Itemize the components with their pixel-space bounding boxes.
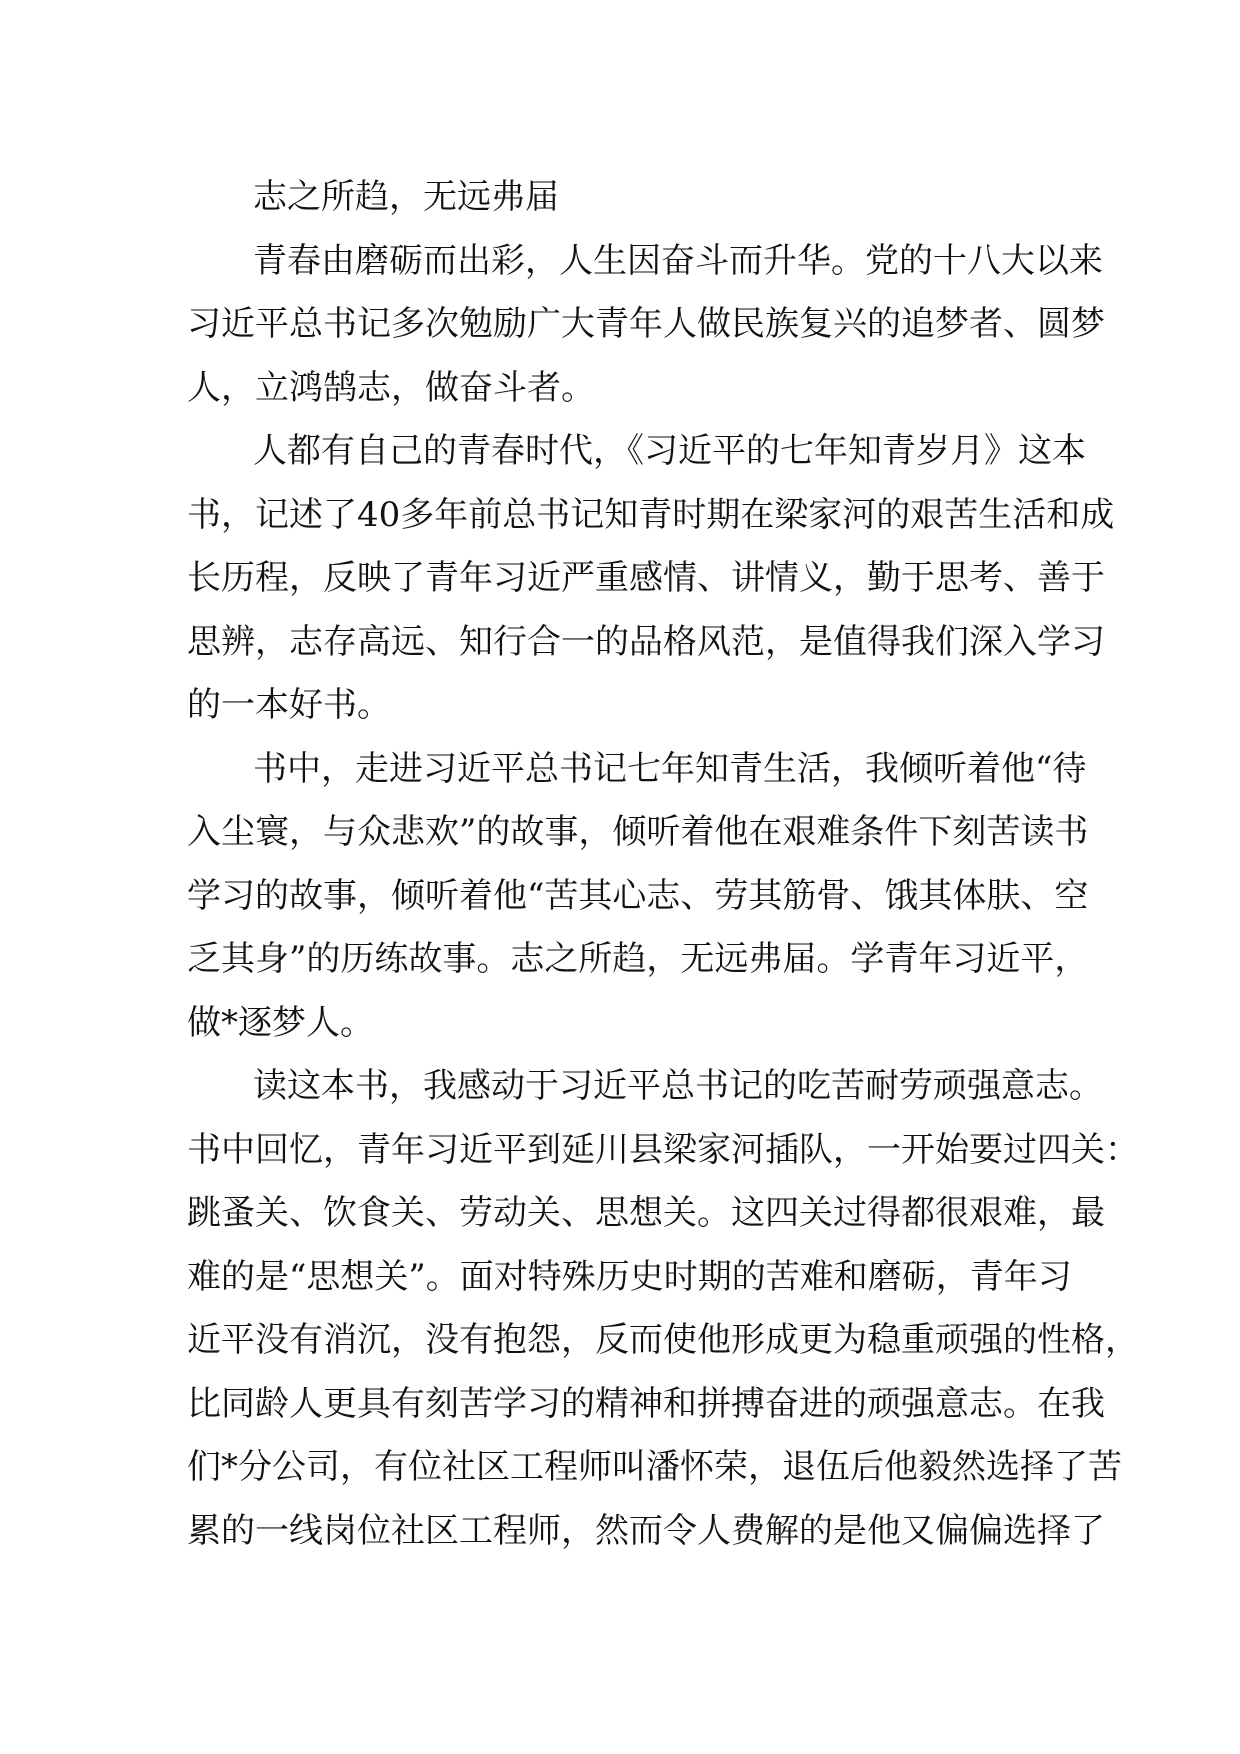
text-line: 书中回忆，青年习近平到延川县梁家河插队，一开始要过四关： [187,1129,1139,1170]
text-line: 近平没有消沉，没有抱怨，反而使他形成更为稳重顽强的性格， [187,1320,1139,1360]
text-line: 习近平总书记多次勉励广大青年人做民族复兴的追梦者、圆梦 [187,304,1105,344]
text-line: 志之所趋，无远弗届 [253,177,559,217]
text-line: 跳蚤关、饮食关、劳动关、思想关。这四关过得都很艰难，最 [187,1193,1105,1233]
text-line: 人都有自己的青春时代，《习近平的七年知青岁月》这本 [253,431,1086,471]
text-line: 们*分公司，有位社区工程师叫潘怀荣，退伍后他毅然选择了苦 [187,1447,1122,1487]
document-body [187,166,1139,1563]
text-line: 书中，走进习近平总书记七年知青生活，我倾听着他“待 [253,748,1087,789]
text-line: 的一本好书。 [187,685,391,725]
text-line: 思辨，志存高远、知行合一的品格风范，是值得我们深入学习 [187,621,1105,662]
text-line: 青春由磨砺而出彩，人生因奋斗而升华。党的十八大以来 [253,240,1103,281]
text-line: 学习的故事，倾听着他“苦其心志、劳其筋骨、饿其体肤、空 [187,875,1089,916]
text-line: 比同龄人更具有刻苦学习的精神和拼搏奋进的顽强意志。在我 [187,1383,1105,1424]
text-line: 书，记述了40多年前总书记知青时期在梁家河的艰苦生活和成 [187,494,1115,535]
text-line: 读这本书，我感动于习近平总书记的吃苦耐劳顽强意志。 [253,1066,1103,1106]
text-line: 做*逐梦人。 [187,1002,374,1043]
text-line: 长历程，反映了青年习近严重感情、讲情义，勤于思考、善于 [187,558,1105,598]
text-line: 乏其身”的历练故事。志之所趋，无远弗届。学青年习近平， [187,939,1089,979]
text-line: 入尘寰，与众悲欢”的故事，倾听着他在艰难条件下刻苦读书 [187,812,1089,852]
text-line: 人，立鸿鹄志，做奋斗者。 [187,367,595,408]
text-line: 累的一线岗位社区工程师，然而令人费解的是他又偏偏选择了 [187,1510,1105,1551]
text-line: 难的是“思想关”。面对特殊历史时期的苦难和磨砺，青年习 [187,1256,1072,1297]
